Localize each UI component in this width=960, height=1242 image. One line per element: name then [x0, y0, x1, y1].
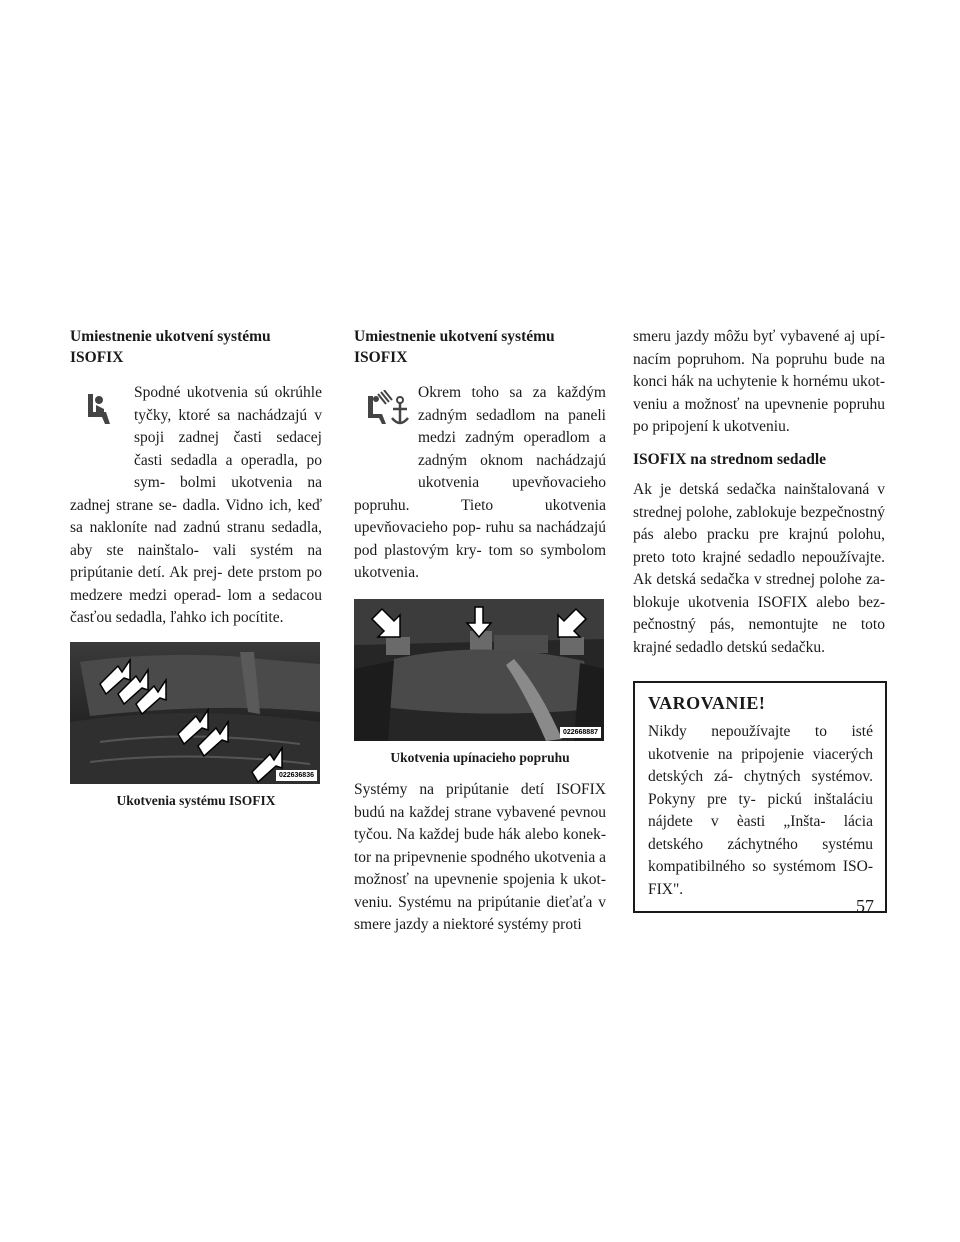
page-number: 57 — [856, 896, 874, 916]
warning-title: VAROVANIE! — [648, 693, 766, 713]
isofix-lower-anchor-text: Spodné ukotvenia sú okrúhle tyčky, ktoré sa nachádzajú v spoji zadnej časti sedacej časti sedadla a operadla, po sym- bolmi ukotvenia na zadnej strane se- dadla. Vidno ich, keď sa nakloníte nad zadnú stranu sedadla, aby ste nainštalo- vali systém na pripútanie detí. Ak prej- dete prstom po medzere medzi operad- lom a sedacou časťou sedadla, ľahko ich pocítite. — [70, 384, 322, 626]
column-left — [70, 326, 322, 812]
tether-photo — [354, 599, 604, 741]
column-middle — [354, 326, 606, 937]
tether-anchor-icon — [354, 382, 418, 474]
subheading-center-seat: ISOFIX na strednom sedadle — [633, 450, 827, 468]
figure-caption: Ukotvenia systému ISOFIX — [116, 792, 276, 808]
section-heading-isofix: Umiestnenie ukotvení systému ISOFIX — [354, 328, 555, 366]
tether-strap-text: smeru jazdy môžu byť vybavené aj upí- nacím popruhom. Na popruhu bude na konci hák na uchytenie k hornému ukot- veniu a možnosť na upevnenie popruhu po pripojení k ukotveniu. — [633, 328, 885, 435]
figure-id: 022636836 — [276, 770, 317, 781]
warning-text: Nikdy nepoužívajte to isté ukotvenie na pripojenie viacerých detských zá- chytných systémov. Pokyny pre ty- pickú inštaláciu nájdete v èasti „Inšta- lácia detského záchytného systému kompatibilného so systémom ISO- FIX". — [648, 723, 873, 898]
tether-anchor-text: Okrem toho sa za každým zadným sedadlom na paneli medzi zadným operadlom a zadným oknom nachádzajú ukotvenia upevňovacieho popruhu. Tieto ukotvenia upevňovacieho pop- ruhu sa nachádzajú pod plastovým kry- tom so symbolom ukotvenia. — [354, 384, 606, 581]
section-heading-isofix: Umiestnenie ukotvení systému ISOFIX — [70, 328, 271, 366]
center-seat-text: Ak je detská sedačka nainštalovaná v strednej polohe, zablokuje bezpečnostný pás alebo pracku pre krajnú polohu, preto toto krajné sedadlo nepoužívajte. Ak detská sedačka v strednej polohe za- blokuje ukotvenia ISOFIX alebo bez- pečnostný pás, nemontujte ne toto krajné sedadlo detskú sedačku. — [633, 481, 885, 656]
figure-caption: Ukotvenia upínacieho popruhu — [390, 749, 570, 765]
child-seat-icon — [70, 382, 134, 474]
isofix-photo — [70, 642, 320, 784]
figure-id: 022668887 — [560, 727, 601, 738]
isofix-system-text: Systémy na pripútanie detí ISOFIX budú na každej strane vybavené pevnou tyčou. Na každej bude hák alebo konek- tor na pripevnenie spodného ukotvenia a možnosť na upevnenie spojenia k ukot- veniu. Systému na pripútanie dieťaťa v smere jazdy a niektoré systémy proti — [354, 781, 606, 933]
column-right — [633, 326, 885, 913]
warning-box — [633, 681, 887, 913]
